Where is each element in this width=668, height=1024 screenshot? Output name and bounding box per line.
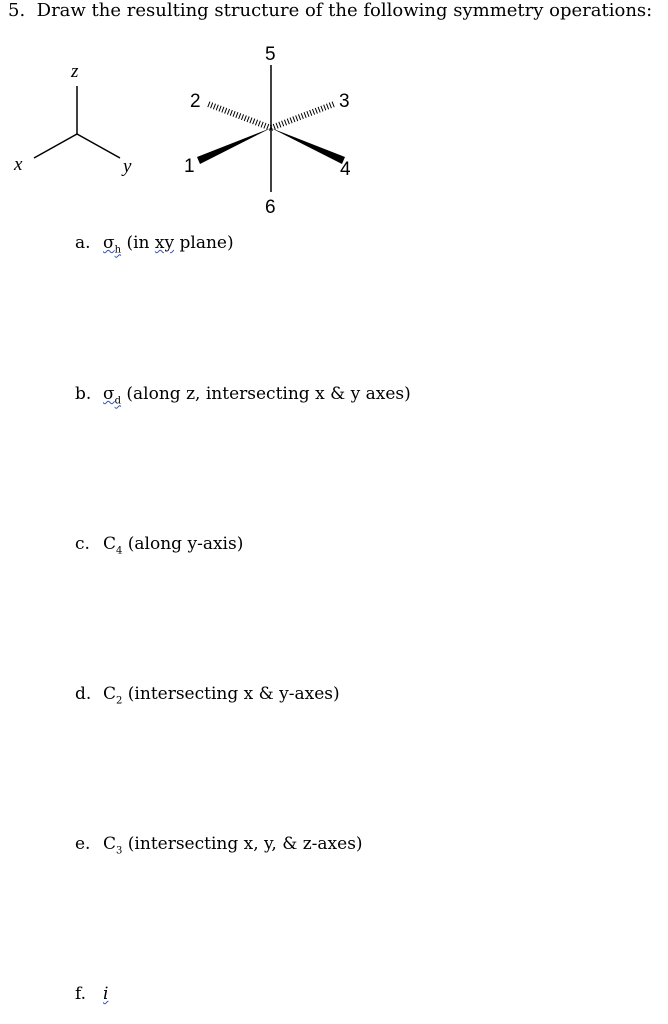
atom-label-1: 1	[184, 156, 195, 177]
subscript: 3	[116, 845, 123, 857]
item-b	[75, 384, 411, 406]
atom-label-4: 4	[340, 159, 351, 180]
item-f	[75, 984, 108, 1004]
item-label: c.	[75, 534, 90, 554]
inversion-symbol: i	[103, 984, 109, 1004]
question-text: Draw the resulting structure of the following symmetry operations:	[36, 0, 653, 21]
sigma-symbol: σ	[103, 384, 115, 404]
item-text-underlined: xy	[154, 233, 175, 253]
item-label: f.	[75, 984, 87, 1004]
item-text: (intersecting x, y, & z-axes)	[122, 834, 363, 854]
atom-label-5: 5	[265, 44, 276, 65]
item-a	[75, 233, 234, 255]
hash-bond-3	[271, 104, 334, 128]
hash-bond-2	[208, 104, 271, 128]
axis-system	[34, 86, 120, 158]
y-axis	[77, 134, 120, 158]
bonds	[197, 65, 345, 192]
subscript: d	[114, 395, 122, 407]
item-text: (along z, intersecting x & y axes)	[121, 384, 411, 404]
item-e	[75, 834, 363, 856]
item-text: (intersecting x & y-axes)	[122, 684, 340, 704]
atom-label-6: 6	[265, 197, 276, 218]
item-text: (in	[121, 233, 155, 253]
wedge-bond-4	[271, 128, 345, 164]
c-symbol: C	[103, 684, 117, 704]
c-symbol: C	[103, 834, 117, 854]
sigma-symbol: σ	[103, 233, 115, 253]
molecule-diagram	[0, 0, 668, 260]
axis-label-x: x	[14, 154, 23, 175]
item-label: b.	[75, 384, 92, 404]
wedge-bond-1	[197, 128, 271, 164]
atom-label-2: 2	[190, 91, 201, 112]
item-label: a.	[75, 233, 91, 253]
x-axis	[34, 134, 77, 158]
subscript: 4	[116, 545, 123, 557]
axis-label-z: z	[71, 61, 79, 82]
item-label: d.	[75, 684, 92, 704]
c-symbol: C	[103, 534, 117, 554]
item-label: e.	[75, 834, 91, 854]
axis-label-y: y	[123, 156, 132, 177]
item-c	[75, 534, 243, 556]
question-number: 5.	[8, 0, 26, 21]
item-text: (along y-axis)	[122, 534, 244, 554]
subscript: h	[114, 244, 122, 256]
atom-label-3: 3	[339, 91, 350, 112]
item-d	[75, 684, 340, 706]
item-text: plane)	[174, 233, 234, 253]
subscript: 2	[116, 695, 123, 707]
